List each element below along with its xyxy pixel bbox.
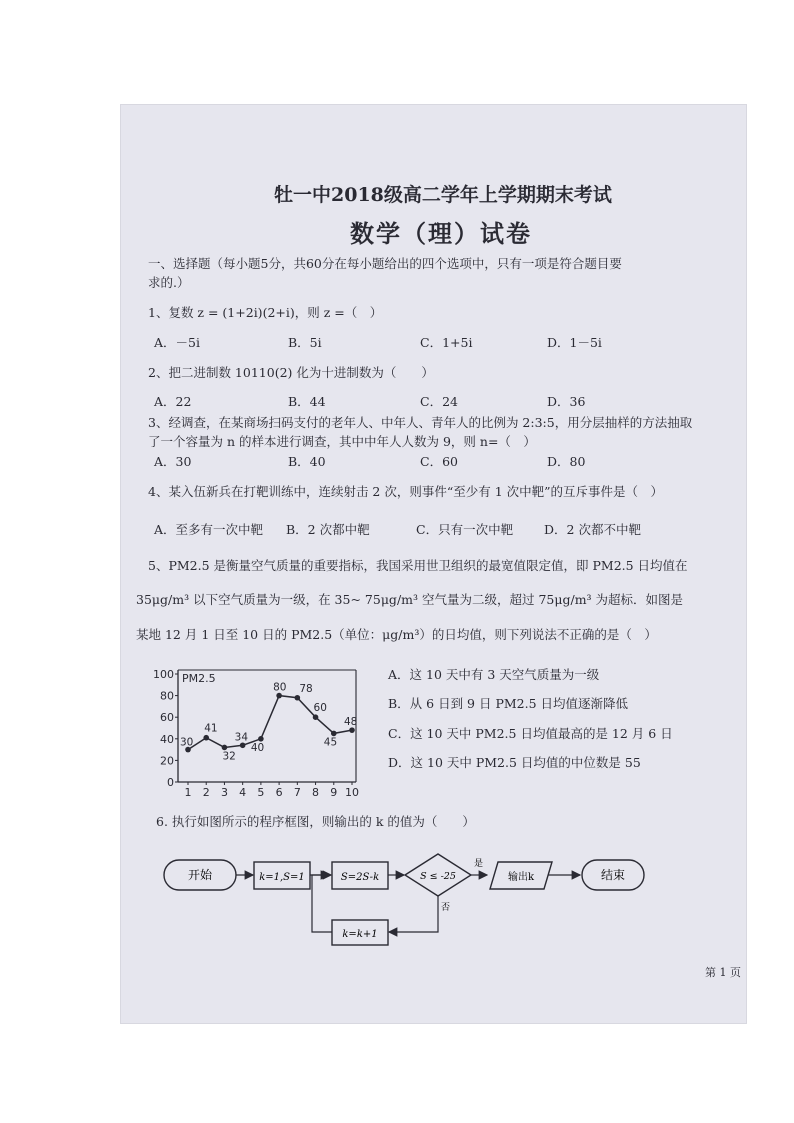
x-tick-label: 9 — [330, 786, 338, 796]
section-heading: 一、选择题（每小题5分，共60分在每小题给出的四个选项中，只有一项是符合题目要 — [148, 256, 622, 271]
flow-update-label: S=2S-k — [340, 872, 380, 883]
data-label: 48 — [344, 716, 358, 729]
data-label: 30 — [180, 736, 194, 749]
data-point — [331, 731, 337, 737]
q3-option-a: A．30 — [154, 454, 192, 469]
q4-option-a: A．至多有一次中靶 — [154, 522, 264, 537]
question-5-stem-cont: 35μg/m³ 以下空气质量为一级，在 35~ 75μg/m³ 空气量为二级，超过 75μg/m³ 为超标．如图是 — [136, 592, 684, 607]
question-5-stem: 5、PM2.5 是衡量空气质量的重要指标，我国采用世卫组织的最宽值限定值，即 PM2.5 日均值在 — [148, 558, 688, 573]
section-heading-cont: 求的.） — [148, 275, 190, 290]
x-tick-label: 1 — [184, 786, 192, 796]
exam-sheet — [120, 104, 747, 1024]
x-tick-label: 7 — [293, 786, 301, 796]
flow-increment-label: k=k+1 — [342, 929, 378, 940]
question-3-stem-cont: 了一个容量为 n 的样本进行调查，其中中年人人数为 9，则 n=（ ） — [148, 434, 536, 449]
y-tick-label: 60 — [160, 711, 174, 725]
x-tick-label: 4 — [239, 786, 247, 796]
x-tick-label: 3 — [220, 786, 228, 796]
data-label: 32 — [222, 750, 236, 763]
q1-option-c: C．1+5i — [420, 335, 473, 350]
q3-option-d: D．80 — [547, 454, 586, 469]
data-label: 78 — [299, 682, 313, 695]
x-tick-label: 6 — [275, 786, 283, 796]
q5-option-c: C．这 10 天中 PM2.5 日均值最高的是 12 月 6 日 — [388, 726, 673, 741]
q4-option-b: B．2 次都中靶 — [286, 522, 370, 537]
y-tick-label: 20 — [160, 754, 174, 768]
data-point — [276, 693, 282, 699]
exam-title: 牡一中2018级高二学年上学期期末考试 — [274, 184, 612, 206]
y-tick-label: 0 — [167, 776, 174, 789]
q1-option-a: A．－5i — [154, 335, 200, 350]
data-point — [258, 736, 264, 742]
q5-option-a: A．这 10 天中有 3 天空气质量为一级 — [388, 667, 600, 682]
question-5-stem-cont-2: 某地 12 月 1 日至 10 日的 PM2.5（单位：μg/m³）的日均值，则下列说法不正确的是（ ） — [136, 627, 657, 642]
q2-option-c: C．24 — [420, 394, 458, 409]
q1-option-d: D．1－5i — [547, 335, 602, 350]
question-6-stem: 6. 执行如图所示的程序框图，则输出的 k 的值为（ ） — [156, 814, 475, 829]
x-tick-label: 8 — [312, 786, 320, 796]
data-label: 41 — [204, 722, 218, 735]
q5-option-d: D．这 10 天中 PM2.5 日均值的中位数是 55 — [388, 755, 641, 770]
data-label: 40 — [250, 741, 265, 754]
question-1-stem: 1、复数 z = (1+2i)(2+i)，则 z =（ ） — [148, 305, 383, 320]
y-tick-label: 80 — [160, 689, 174, 703]
data-point — [295, 695, 301, 701]
chart-title: PM2.5 — [182, 672, 216, 685]
data-point — [222, 745, 228, 751]
q3-option-c: C．60 — [420, 454, 458, 469]
pm25-line-chart — [146, 660, 374, 796]
data-point — [203, 735, 209, 741]
q4-option-c: C．只有一次中靶 — [416, 522, 514, 537]
question-3-stem: 3、经调查，在某商场扫码支付的老年人、中年人、青年人的比例为 2:3:5，用分层抽样的方法抽取 — [148, 415, 693, 430]
data-point — [240, 742, 246, 748]
q5-option-b: B．从 6 日到 9 日 PM2.5 日均值逐渐降低 — [388, 696, 629, 711]
q3-option-b: B．40 — [288, 454, 326, 469]
data-label: 80 — [273, 681, 287, 694]
flow-init-label: k=1,S=1 — [259, 872, 305, 883]
flow-end-label: 结束 — [600, 868, 626, 882]
data-label: 45 — [323, 736, 338, 749]
page-number: 第 1 页 — [705, 966, 741, 979]
exam-subtitle: 数学（理）试卷 — [350, 219, 532, 248]
data-point — [349, 727, 355, 733]
q2-option-b: B．44 — [288, 394, 326, 409]
q4-option-d: D．2 次都不中靶 — [544, 522, 641, 537]
x-tick-label: 2 — [202, 786, 210, 796]
flow-start-label: 开始 — [187, 868, 213, 882]
y-tick-label: 40 — [160, 732, 174, 746]
data-point — [313, 714, 319, 720]
y-tick-label: 100 — [153, 668, 174, 681]
q2-option-d: D．36 — [547, 394, 586, 409]
question-4-stem: 4、某入伍新兵在打靶训练中，连续射击 2 次，则事件“至少有 1 次中靶”的互斥事件是（ ） — [148, 484, 664, 499]
q2-option-a: A．22 — [154, 394, 192, 409]
flow-condition-label: S ≤ -25 — [420, 871, 456, 882]
data-label: 34 — [234, 731, 249, 744]
flow-no-label: 否 — [441, 903, 451, 913]
program-flowchart — [156, 846, 656, 966]
q1-option-b: B．5i — [288, 335, 322, 350]
flow-yes-label: 是 — [474, 859, 484, 869]
flow-output-label: 输出k — [507, 872, 535, 883]
question-2-stem: 2、把二进制数 10110(2) 化为十进制数为（ ） — [148, 365, 434, 380]
x-tick-label: 5 — [257, 786, 265, 796]
data-label: 60 — [313, 702, 327, 715]
x-tick-label: 10 — [345, 786, 359, 796]
